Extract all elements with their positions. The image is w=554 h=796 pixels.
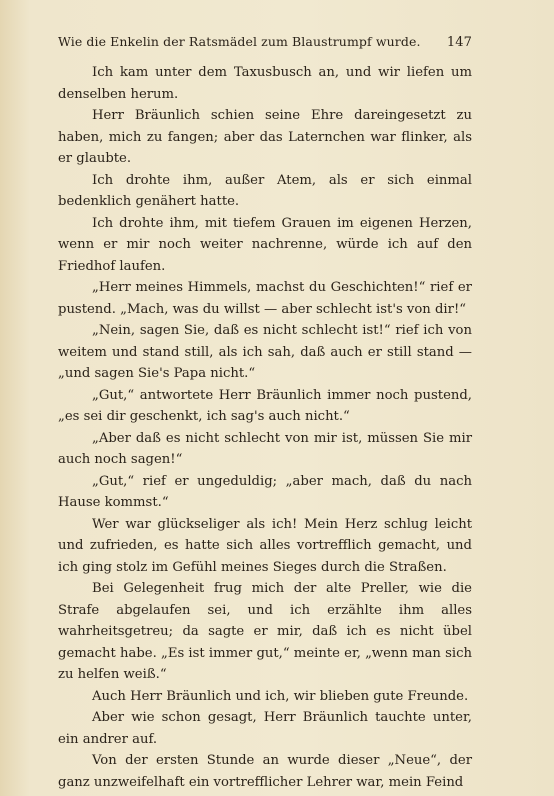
paragraph: Aber wie schon gesagt, Herr Bräunlich tauchte unter, ein andrer auf.: [58, 710, 472, 747]
paragraph: Ich drohte ihm, außer Atem, als er sich einmal bedenklich genähert hatte.: [58, 172, 472, 209]
page-body: [58, 62, 472, 793]
paragraph: Ich kam unter dem Taxusbusch an, und wir liefen um denselben herum.: [58, 65, 472, 102]
paragraph: Ich drohte ihm, mit tiefem Grauen im eigenen Herzen, wenn er mir noch weiter nachrenne, würde ich auf den Friedhof laufen.: [58, 215, 472, 274]
page-header: [58, 34, 472, 50]
paragraph: Herr Bräunlich schien seine Ehre dareingesetzt zu haben, mich zu fangen; aber das Laternchen war flinker, als er glaubte.: [58, 108, 472, 166]
paragraph: Auch Herr Bräunlich und ich, wir blieben gute Freunde.: [92, 688, 469, 704]
page-number: 147: [446, 35, 472, 50]
paragraph: „Gut,“ antwortete Herr Bräunlich immer noch pustend, „es sei dir geschenkt, ich sag's auch nicht.“: [58, 387, 472, 424]
running-title: Wie die Enkelin der Ratsmädel zum Blaustrumpf wurde.: [58, 34, 421, 49]
paragraph: „Nein, sagen Sie, daß es nicht schlecht ist!“ rief ich von weitem und stand still, als ich sah, daß auch er still stand — „und sagen Sie's Papa nicht.“: [58, 323, 472, 381]
paragraph: Wer war glückseliger als ich! Mein Herz schlug leicht und zufrieden, es hatte sich alles vortrefflich gemacht, und ich ging stolz im Gefühl meines Sieges durch die Straßen.: [58, 516, 472, 575]
paragraph: Bei Gelegenheit frug mich der alte Preller, wie die Strafe abgelaufen sei, und ich erzählte ihm alles wahrheitsgetreu; da sagte er mir, daß ich es nicht übel gemacht habe. „Es ist immer gut,“ meinte er, „wenn man sich zu helfen weiß.“: [58, 581, 472, 682]
paragraph: Von der ersten Stunde an wurde dieser „Neue“, der ganz unzweifelhaft ein vortrefflicher Lehrer war, mein Feind: [58, 753, 472, 790]
paragraph: „Herr meines Himmels, machst du Geschichten!“ rief er pustend. „Mach, was du willst — aber schlecht ist's von dir!“: [58, 280, 472, 317]
paragraph: „Gut,“ rief er ungeduldig; „aber mach, daß du nach Hause kommst.“: [58, 473, 472, 510]
paragraph: „Aber daß es nicht schlecht von mir ist, müssen Sie mir auch noch sagen!“: [58, 430, 472, 467]
